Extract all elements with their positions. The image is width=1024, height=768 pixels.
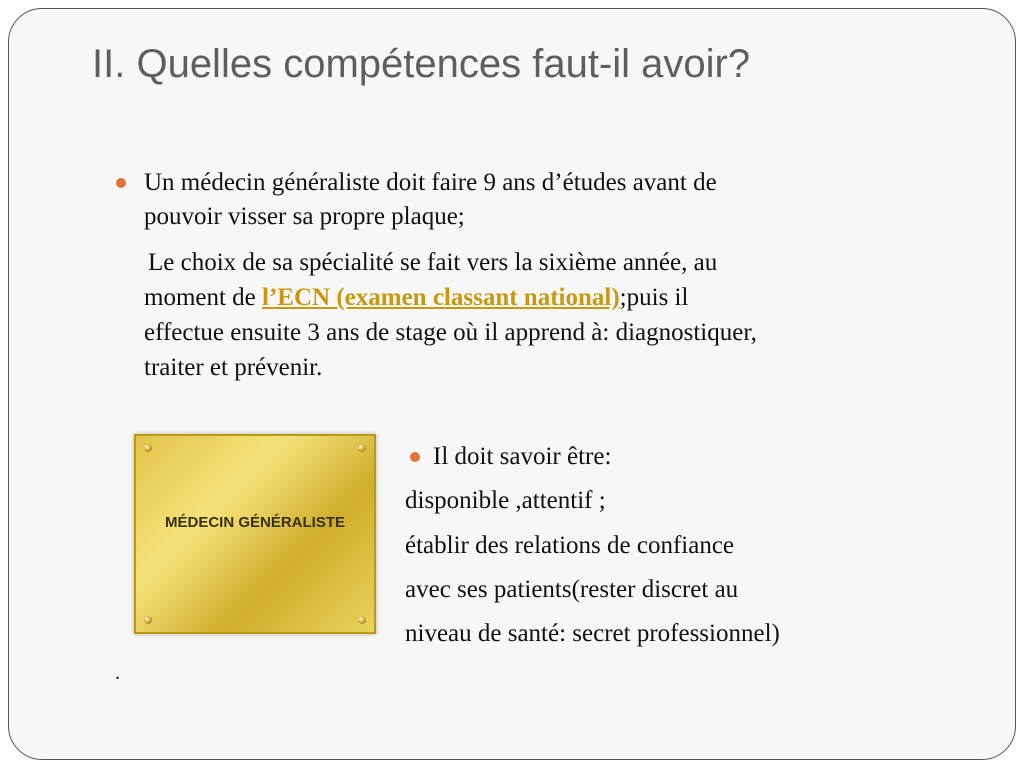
- bullet1-line4-suffix: ;puis il: [619, 284, 689, 311]
- bullet2-line3: établir des relations de confiance: [405, 532, 735, 559]
- screw-icon: [144, 616, 152, 624]
- bullet1-line2: pouvoir visser sa propre plaque;: [144, 203, 465, 230]
- bullet1-line4-prefix: moment de: [144, 284, 263, 311]
- bullet2-line4: avec ses patients(rester discret au: [405, 576, 739, 603]
- stray-mark: .: [115, 662, 120, 684]
- screw-icon: [144, 444, 152, 452]
- plaque-label: MÉDECIN GÉNÉRALISTE: [164, 514, 345, 531]
- bullet1-line3: Le choix de sa spécialité se fait vers la sixième année, au: [148, 249, 718, 276]
- bullet1-line1: Un médecin généraliste doit faire 9 ans d’études avant de: [144, 169, 717, 196]
- bullet2-line1: Il doit savoir être:: [433, 443, 612, 470]
- slide-title: II. Quelles compétences faut-il avoir?: [92, 42, 751, 86]
- bullet1-line4: [144, 281, 688, 315]
- bullet1-line6: traiter et prévenir.: [144, 354, 323, 381]
- bullet-marker: [410, 452, 420, 462]
- bullet-marker: [116, 178, 126, 188]
- bullet2-line5: niveau de santé: secret professionnel): [405, 620, 780, 647]
- screw-icon: [358, 616, 366, 624]
- bullet1-line5: effectue ensuite 3 ans de stage où il apprend à: diagnostiquer,: [144, 319, 757, 346]
- bullet2-line2: disponible ,attentif ;: [405, 487, 606, 514]
- plaque-image: [134, 434, 376, 634]
- screw-icon: [358, 444, 366, 452]
- ecn-link[interactable]: l’ECN (examen classant national): [262, 284, 620, 311]
